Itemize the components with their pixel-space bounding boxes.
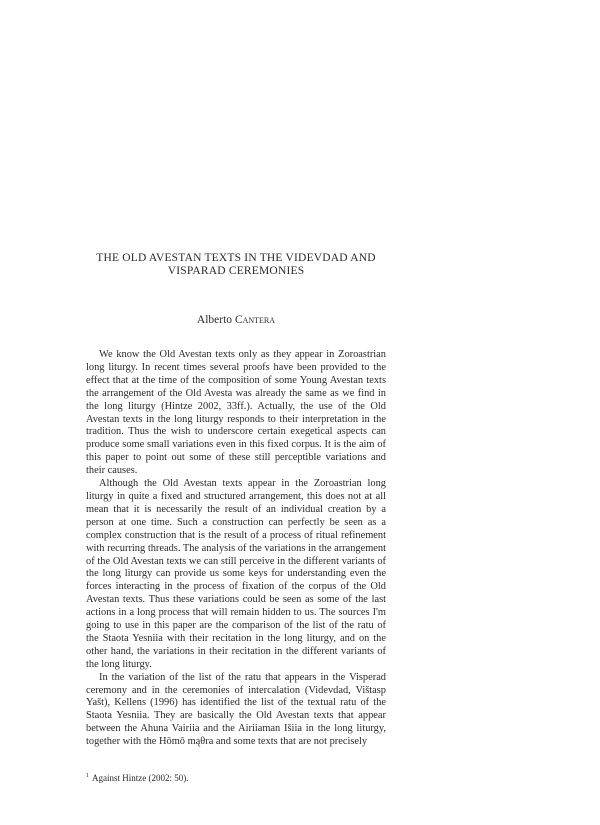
- article-title-line-1: THE OLD AVESTAN TEXTS IN THE VIDEVDAD AND: [96, 252, 376, 264]
- footnote-marker: 1: [86, 773, 89, 779]
- body-paragraph-2: Although the Old Avestan texts appear in the Zoroastrian long liturgy in quite a fixed and structured arrangement, this does not at all mean that it is necessarily the result of an individual creation by a person at one time. Such a construction can perfectly be seen as a complex construction that is the result of a process of ritual refinement with recurring threads. The analysis of the variations in the arrangement of the Old Avestan texts we can still perceive in the different variants of the long liturgy can provide us some keys for understanding even the forces interacting in the process of fixation of the corpus of the Old Avestan texts. Thus these variations could be seen as some of the last actions in a long process that will remain hidden to us. The sources I'm going to use in this paper are the comparison of the list of the ratu of the Staota Yesniia with their recitation in the long liturgy, and on the other hand, the variations in their recitation in the different variants of the long liturgy.: [86, 478, 386, 670]
- author-first-name: Alberto: [196, 314, 235, 326]
- body-paragraph-1: We know the Old Avestan texts only as they appear in Zoroastrian long liturgy. In recent times several proofs have been provided to the effect that at the time of the composition of some Young Avestan texts the arrangement of the Old Avesta was already the same as we find in the long liturgy (Hintze 2002, 33ff.). Actually, the use of the Old Avestan texts in the long liturgy responds to their interpretation in the tradition. Thus the wish to underscore certain exegetical aspects can produce some small variations even in this fixed corpus. It is the aim of this paper to point out some of these still perceptible variations and their causes.: [86, 349, 386, 477]
- footnote-text: Against Hintze (2002: 50).: [92, 773, 189, 783]
- article-body: [86, 349, 386, 749]
- article-title-line-2: VISPARAD CEREMONIES: [167, 265, 305, 277]
- body-paragraph-3: In the variation of the list of the ratu that appears in the Visperad ceremony and in the ceremonies of intercalation (Videvdad, Vištasp Yašt), Kellens (1996) has identified the list of the textual ratu of the Staota Yesniia. They are basically the Old Avestan texts that appear between the Ahuna Vairiia and the Airiiaman Išiia in the long liturgy, together with the Hōmō mąθra and some texts that are not precisely: [86, 671, 386, 748]
- author-name: [86, 314, 386, 326]
- author-last-name: Cantera: [234, 314, 276, 326]
- footnote: [86, 771, 386, 784]
- article-title: [86, 252, 386, 278]
